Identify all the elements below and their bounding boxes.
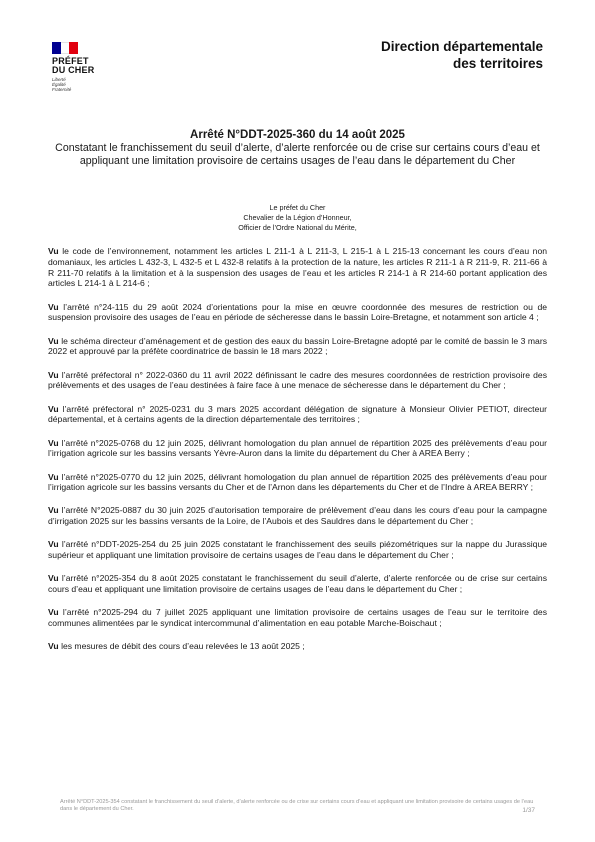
vu-text: l’arrêté n°2025-0770 du 12 juin 2025, délivrant homologation du plan annuel de répartition 2025 des prélèvements d’eau pour l’irrigation agricole sur les bassins versants du Cher et de l’Arnon dans les départements du Cher et de l’Indre à AREA BERRY ; bbox=[48, 471, 547, 493]
french-flag-icon bbox=[52, 42, 78, 54]
decree-title: Arrêté N°DDT-2025-360 du 14 août 2025 bbox=[190, 129, 405, 141]
decree-subtitle: Constatant le franchissement du seuil d’alerte, d’alerte renforcée ou de crise sur certains cours d’eau et appliquant une limitation provisoire de certains usages de l’eau dans le département du Cher bbox=[55, 142, 540, 167]
vu-label: Vu bbox=[48, 301, 59, 312]
signer-line-3: Officier de l’Ordre National du Mérite, bbox=[238, 223, 357, 232]
vu-label: Vu bbox=[48, 403, 59, 414]
vu-label: Vu bbox=[48, 369, 59, 380]
page-number: 1/37 bbox=[522, 807, 535, 814]
vu-label: Vu bbox=[48, 573, 59, 584]
vu-paragraph bbox=[48, 404, 547, 426]
vu-paragraph bbox=[48, 641, 547, 652]
vu-text: le schéma directeur d’aménagement et de gestion des eaux du bassin Loire-Bretagne adopté par le comité de bassin le 3 mars 2022 et approuvé par la préfète coordinatrice de bassin le 18 mars 2022 ; bbox=[48, 335, 547, 357]
vu-text: l’arrêté n°DDT-2025-254 du 25 juin 2025 constatant le franchissement des seuils piézométriques sur la nappe du Jurassique supérieur et appliquant une limitation provisoire de certains usages de l’eau dans le département du Cher ; bbox=[48, 539, 548, 561]
decree-body bbox=[48, 246, 547, 665]
vu-label: Vu bbox=[48, 505, 59, 516]
vu-paragraph bbox=[48, 302, 547, 324]
vu-text: l’arrêté n°2025-354 du 8 août 2025 constatant le franchissement du seuil d’alerte, d’alerte renforcée ou de crise sur certains cours d’eau et appliquant une limitation provisoire de certains usages de l’eau dans le département du Cher ; bbox=[48, 573, 547, 595]
department-heading bbox=[381, 38, 543, 72]
prefecture-logo bbox=[52, 42, 112, 92]
vu-paragraph bbox=[48, 472, 547, 494]
vu-text: les mesures de débit des cours d’eau relevées le 13 août 2025 ; bbox=[61, 641, 305, 652]
vu-paragraph bbox=[48, 539, 547, 561]
vu-text: l’arrêté N°2025-0887 du 30 juin 2025 d’autorisation temporaire de prélèvement d’eau dans les cours d’eau pour la campagne d’irrigation 2025 sur les bassins versants de la Loire, de l’Aubois et des Sauldres dans le département du Cher ; bbox=[48, 505, 547, 527]
signer-line-2: Chevalier de la Légion d’Honneur, bbox=[243, 213, 352, 222]
vu-paragraph bbox=[48, 573, 547, 595]
vu-paragraph bbox=[48, 336, 547, 358]
vu-paragraph bbox=[48, 505, 547, 527]
signer-block bbox=[52, 203, 543, 233]
vu-paragraph bbox=[48, 246, 547, 289]
vu-paragraph bbox=[48, 607, 547, 629]
vu-label: Vu bbox=[48, 539, 59, 550]
signer-line-1: Le préfet du Cher bbox=[269, 203, 326, 212]
logo-du-cher: DU CHER bbox=[52, 65, 95, 75]
logo-prefet: PRÉFET bbox=[52, 56, 89, 66]
vu-text: le code de l’environnement, notamment les articles L 211-1 à L 211-3, L 215-1 à L 215-13 concernant les cours d’eau non domaniaux, les articles L 432-3, L 432-5 et L 432-8 relatifs à la protection de la nature, les articles R 211-1 à R 211-9, R. 211-66 à R 211-70 relatifs à la limitation et à la suspension des usages de l’eau et les articles R 214-1 à R 214-60 portant application des articles L 214-1 à L 214-6 ; bbox=[48, 246, 548, 289]
vu-paragraph bbox=[48, 438, 547, 460]
vu-text: l’arrêté préfectoral n° 2022-0360 du 11 avril 2022 définissant le cadre des mesures coordonnées de restriction provisoire des prélèvements et des usages de l’eau destinées à faire face à une menace de sécheresse dans le département du Cher ; bbox=[48, 369, 547, 391]
logo-motto: Liberté Égalité Fraternité bbox=[52, 77, 72, 92]
vu-label: Vu bbox=[48, 335, 59, 346]
dept-line-1: Direction départementale bbox=[380, 39, 543, 54]
vu-paragraph bbox=[48, 370, 547, 392]
vu-label: Vu bbox=[48, 246, 59, 256]
vu-label: Vu bbox=[48, 641, 59, 652]
vu-text: l’arrêté n°2025-294 du 7 juillet 2025 appliquant une limitation provisoire de certains usages de l’eau sur le territoire des communes alimentées par le syndicat intercommunal d’alimentation en eau potable Marche-Boischaut ; bbox=[48, 607, 548, 629]
vu-text: l’arrêté n°2025-0768 du 12 juin 2025, délivrant homologation du plan annuel de répartition 2025 des prélèvements d’eau pour l’irrigation agricole sur les bassins versants Yèvre-Auron dans la limite du département du Cher à AREA Berry ; bbox=[48, 437, 547, 459]
decree-title-block bbox=[52, 128, 543, 168]
vu-label: Vu bbox=[48, 471, 59, 482]
vu-text: l’arrêté n°24-115 du 29 août 2024 d’orientations pour la mise en œuvre coordonnée des mesures de restriction ou de suspension provisoire des usages de l’eau en période de sécheresse dans le bassin Loire-Bretagne, et notamment son article 4 ; bbox=[48, 301, 547, 323]
page-footer: Arrêté N°DDT-2025-354 constatant le franchissement du seuil d’alerte, d’alerte renforcée ou de crise sur certains cours d’eau et appliquant une limitation provisoire de certains usages de l’eau dans le département du Cher. bbox=[60, 799, 534, 812]
vu-label: Vu bbox=[48, 607, 59, 618]
vu-text: l’arrêté préfectoral n° 2025-0231 du 3 mars 2025 accordant délégation de signature à Monsieur Olivier PETIOT, directeur départemental, et à certains agents de la direction départementale des territoires ; bbox=[48, 403, 547, 425]
vu-label: Vu bbox=[48, 437, 59, 448]
dept-line-2: des territoires bbox=[452, 56, 543, 71]
